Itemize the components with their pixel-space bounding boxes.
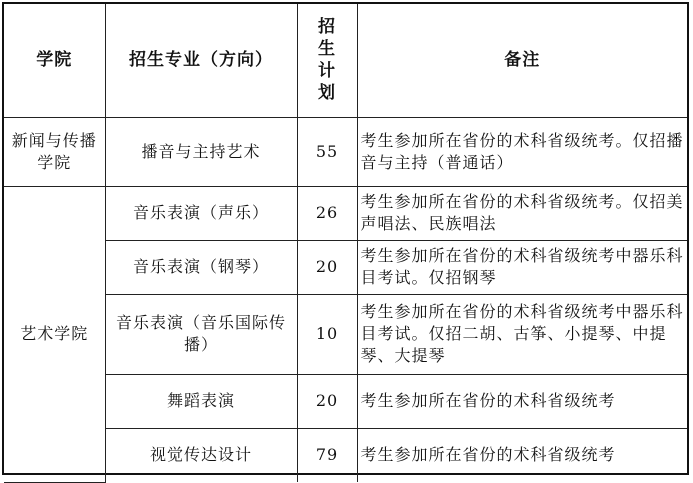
admissions-table-frame bbox=[2, 2, 689, 475]
notes-cell: 考生参加所在省份的术科省级统考中器乐科目考试。仅招钢琴 bbox=[357, 240, 687, 294]
major-cell: 播音与主持艺术 bbox=[105, 117, 297, 186]
notes-cell: 考生参加所在省份的术科省级统考。仅招播音与主持（普通话） bbox=[357, 117, 687, 186]
table-row bbox=[4, 428, 687, 482]
header-notes: 备注 bbox=[357, 4, 687, 117]
major-cell: 视觉传达设计 bbox=[105, 428, 297, 482]
plan-cell: 79 bbox=[297, 428, 357, 482]
notes-cell: 考生参加所在省份的术科省级统考 bbox=[357, 428, 687, 482]
plan-cell: 20 bbox=[297, 374, 357, 428]
table-row bbox=[4, 117, 687, 186]
table-row bbox=[4, 374, 687, 428]
header-college: 学院 bbox=[4, 4, 105, 117]
admissions-table bbox=[4, 4, 687, 483]
major-cell: 音乐表演（声乐） bbox=[105, 186, 297, 240]
header-major: 招生专业（方向） bbox=[105, 4, 297, 117]
plan-cell: 20 bbox=[297, 240, 357, 294]
major-cell: 舞蹈表演 bbox=[105, 374, 297, 428]
college-cell: 新闻与传播学院 bbox=[4, 117, 105, 186]
table-row bbox=[4, 240, 687, 294]
table-row bbox=[4, 186, 687, 240]
notes-cell: 考生参加所在省份的术科省级统考 bbox=[357, 374, 687, 428]
college-cell: 艺术学院 bbox=[4, 186, 105, 482]
plan-cell: 26 bbox=[297, 186, 357, 240]
major-cell: 音乐表演（钢琴） bbox=[105, 240, 297, 294]
header-plan: 招生计划 bbox=[297, 4, 357, 117]
header-row bbox=[4, 4, 687, 117]
plan-cell: 55 bbox=[297, 117, 357, 186]
notes-cell: 考生参加所在省份的术科省级统考中器乐科目考试。仅招二胡、古筝、小提琴、中提琴、大提琴 bbox=[357, 294, 687, 374]
plan-cell: 10 bbox=[297, 294, 357, 374]
table-row bbox=[4, 294, 687, 374]
major-cell: 音乐表演（音乐国际传播） bbox=[105, 294, 297, 374]
notes-cell: 考生参加所在省份的术科省级统考。仅招美声唱法、民族唱法 bbox=[357, 186, 687, 240]
